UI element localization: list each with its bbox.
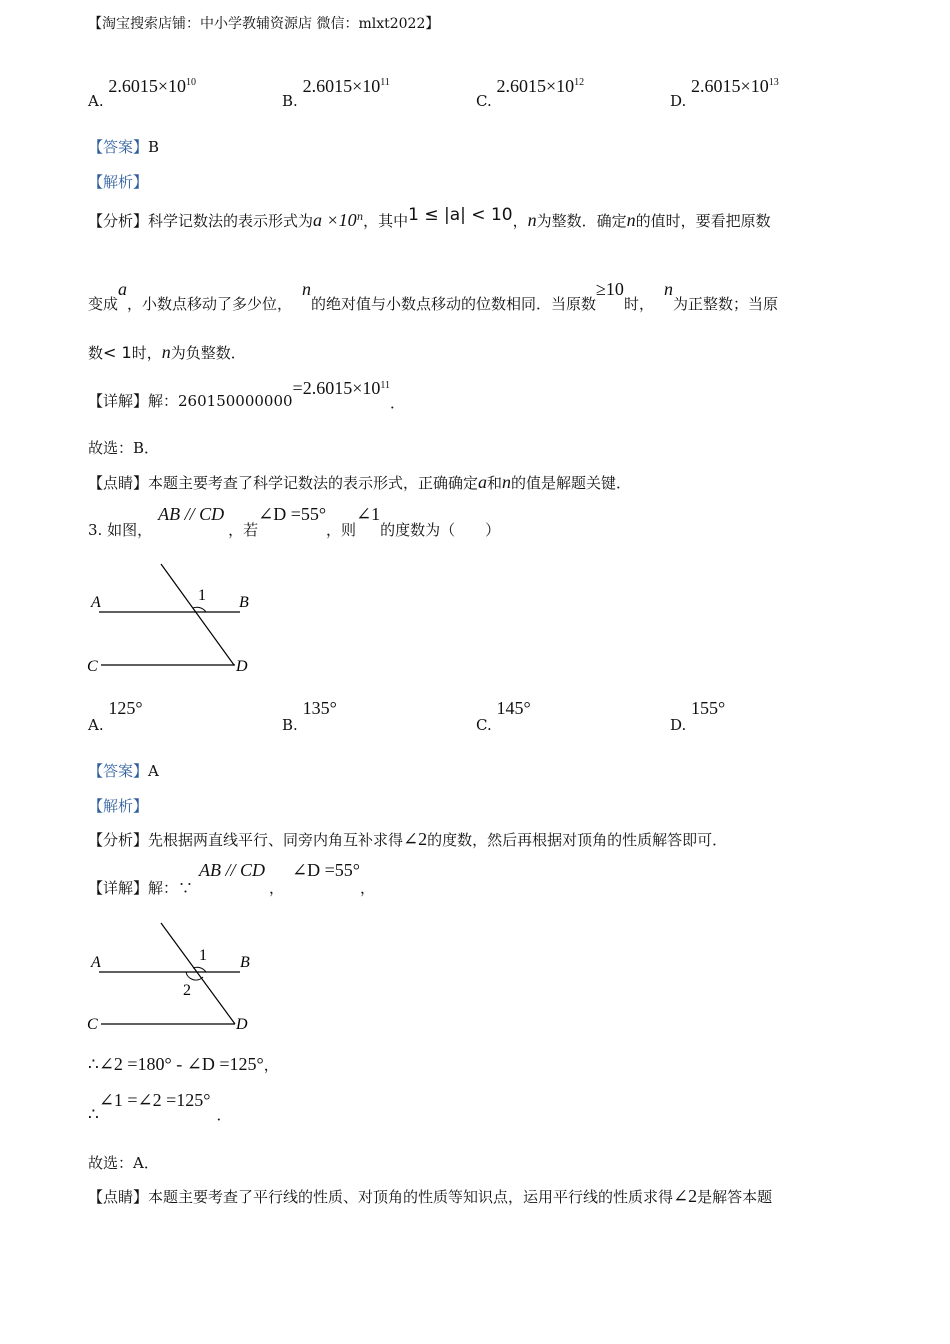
page-header: 【淘宝搜索店铺：中小学教辅资源店 微信：mlxt2022】 bbox=[88, 16, 440, 32]
q3-detail: 【详解】解：∵AB // CD，∠D =55°， bbox=[88, 860, 375, 897]
q2-fenxi-line2: 变成a，小数点移动了多少位，n的绝对值与小数点移动的位数相同．当原数≥10时，n为正整数；当原 bbox=[88, 279, 778, 313]
option-value: $2.6015\times 10^{13}$ bbox=[691, 76, 779, 96]
q3-answer: 【答案】A bbox=[88, 762, 159, 780]
option-letter: C. bbox=[476, 92, 492, 110]
q3-dianjing: 【点睛】本题主要考查了平行线的性质、对顶角的性质等知识点，运用平行线的性质求得∠2是解答本题 bbox=[88, 1186, 773, 1206]
option-value: 135° bbox=[302, 698, 337, 718]
option-value: $2.6015\times 10^{10}$ bbox=[108, 76, 197, 96]
option-letter: B. bbox=[282, 92, 298, 110]
label-angle-2: 2 bbox=[183, 982, 191, 999]
option-value: 125° bbox=[108, 698, 143, 718]
q3-figure-2 bbox=[85, 915, 265, 1040]
q2-answer: 【答案】B bbox=[88, 138, 160, 156]
q3-option-d bbox=[670, 698, 726, 734]
option-value: 145° bbox=[496, 698, 531, 718]
q3-stem: 3. 如图，AB // CD，若∠D =55°，则∠1的度数为（ ） bbox=[88, 504, 501, 539]
q2-dianjing: 【点睛】本题主要考查了科学记数法的表示形式，正确确定a和n的值是解题关键． bbox=[88, 472, 632, 492]
option-letter: C. bbox=[476, 716, 492, 734]
option-letter: D. bbox=[670, 92, 687, 110]
transversal bbox=[161, 564, 234, 665]
label-c: C bbox=[87, 1016, 98, 1033]
option-letter: D. bbox=[670, 716, 687, 734]
q3-step-1: ∴∠2 =180° - ∠D =125°， bbox=[88, 1054, 279, 1075]
label-b: B bbox=[239, 594, 249, 611]
q2-option-c bbox=[476, 76, 585, 110]
label-d: D bbox=[236, 658, 248, 675]
q3-analysis-label: 【解析】 bbox=[88, 797, 149, 815]
option-value: $2.6015\times 10^{11}$ bbox=[302, 76, 390, 96]
q2-option-a bbox=[88, 76, 197, 110]
option-value: 155° bbox=[691, 698, 726, 718]
label-b: B bbox=[240, 954, 250, 971]
q3-step-2: ∴∠1 =∠2 =125°． bbox=[88, 1090, 232, 1125]
q2-fenxi-line3: 数< 1时，n为负整数． bbox=[88, 342, 246, 362]
q2-choose: 故选：B． bbox=[88, 439, 160, 457]
option-letter: B. bbox=[282, 716, 298, 734]
q2-option-d bbox=[670, 76, 779, 110]
q3-fenxi: 【分析】先根据两直线平行、同旁内角互补求得∠2的度数，然后再根据对顶角的性质解答即可． bbox=[88, 829, 728, 849]
label-a: A bbox=[91, 594, 101, 611]
q3-figure-1 bbox=[85, 555, 265, 680]
label-angle-1: 1 bbox=[199, 947, 207, 964]
q3-option-a bbox=[88, 698, 143, 734]
option-letter: A. bbox=[88, 716, 104, 734]
option-value: $2.6015\times 10^{12}$ bbox=[496, 76, 585, 96]
q2-detail: 【详解】解：$260150000000=2.6015\times 10^{11}$． bbox=[88, 378, 406, 412]
transversal bbox=[161, 923, 235, 1024]
label-d: D bbox=[236, 1016, 248, 1033]
q2-analysis-label: 【解析】 bbox=[88, 173, 149, 191]
q2-fenxi-line1: 【分析】科学记数法的表示形式为$a \times 10^n$，其中1 ≤ |a| < 10，n为整数．确定n的值时，要看把原数 bbox=[88, 205, 771, 230]
label-a: A bbox=[91, 954, 101, 971]
option-letter: A. bbox=[88, 92, 104, 110]
q3-choose: 故选：A． bbox=[88, 1154, 159, 1172]
q3-option-b bbox=[282, 698, 337, 734]
label-c: C bbox=[87, 658, 98, 675]
label-angle-1: 1 bbox=[198, 587, 206, 604]
q2-option-b bbox=[282, 76, 390, 110]
q3-option-c bbox=[476, 698, 531, 734]
